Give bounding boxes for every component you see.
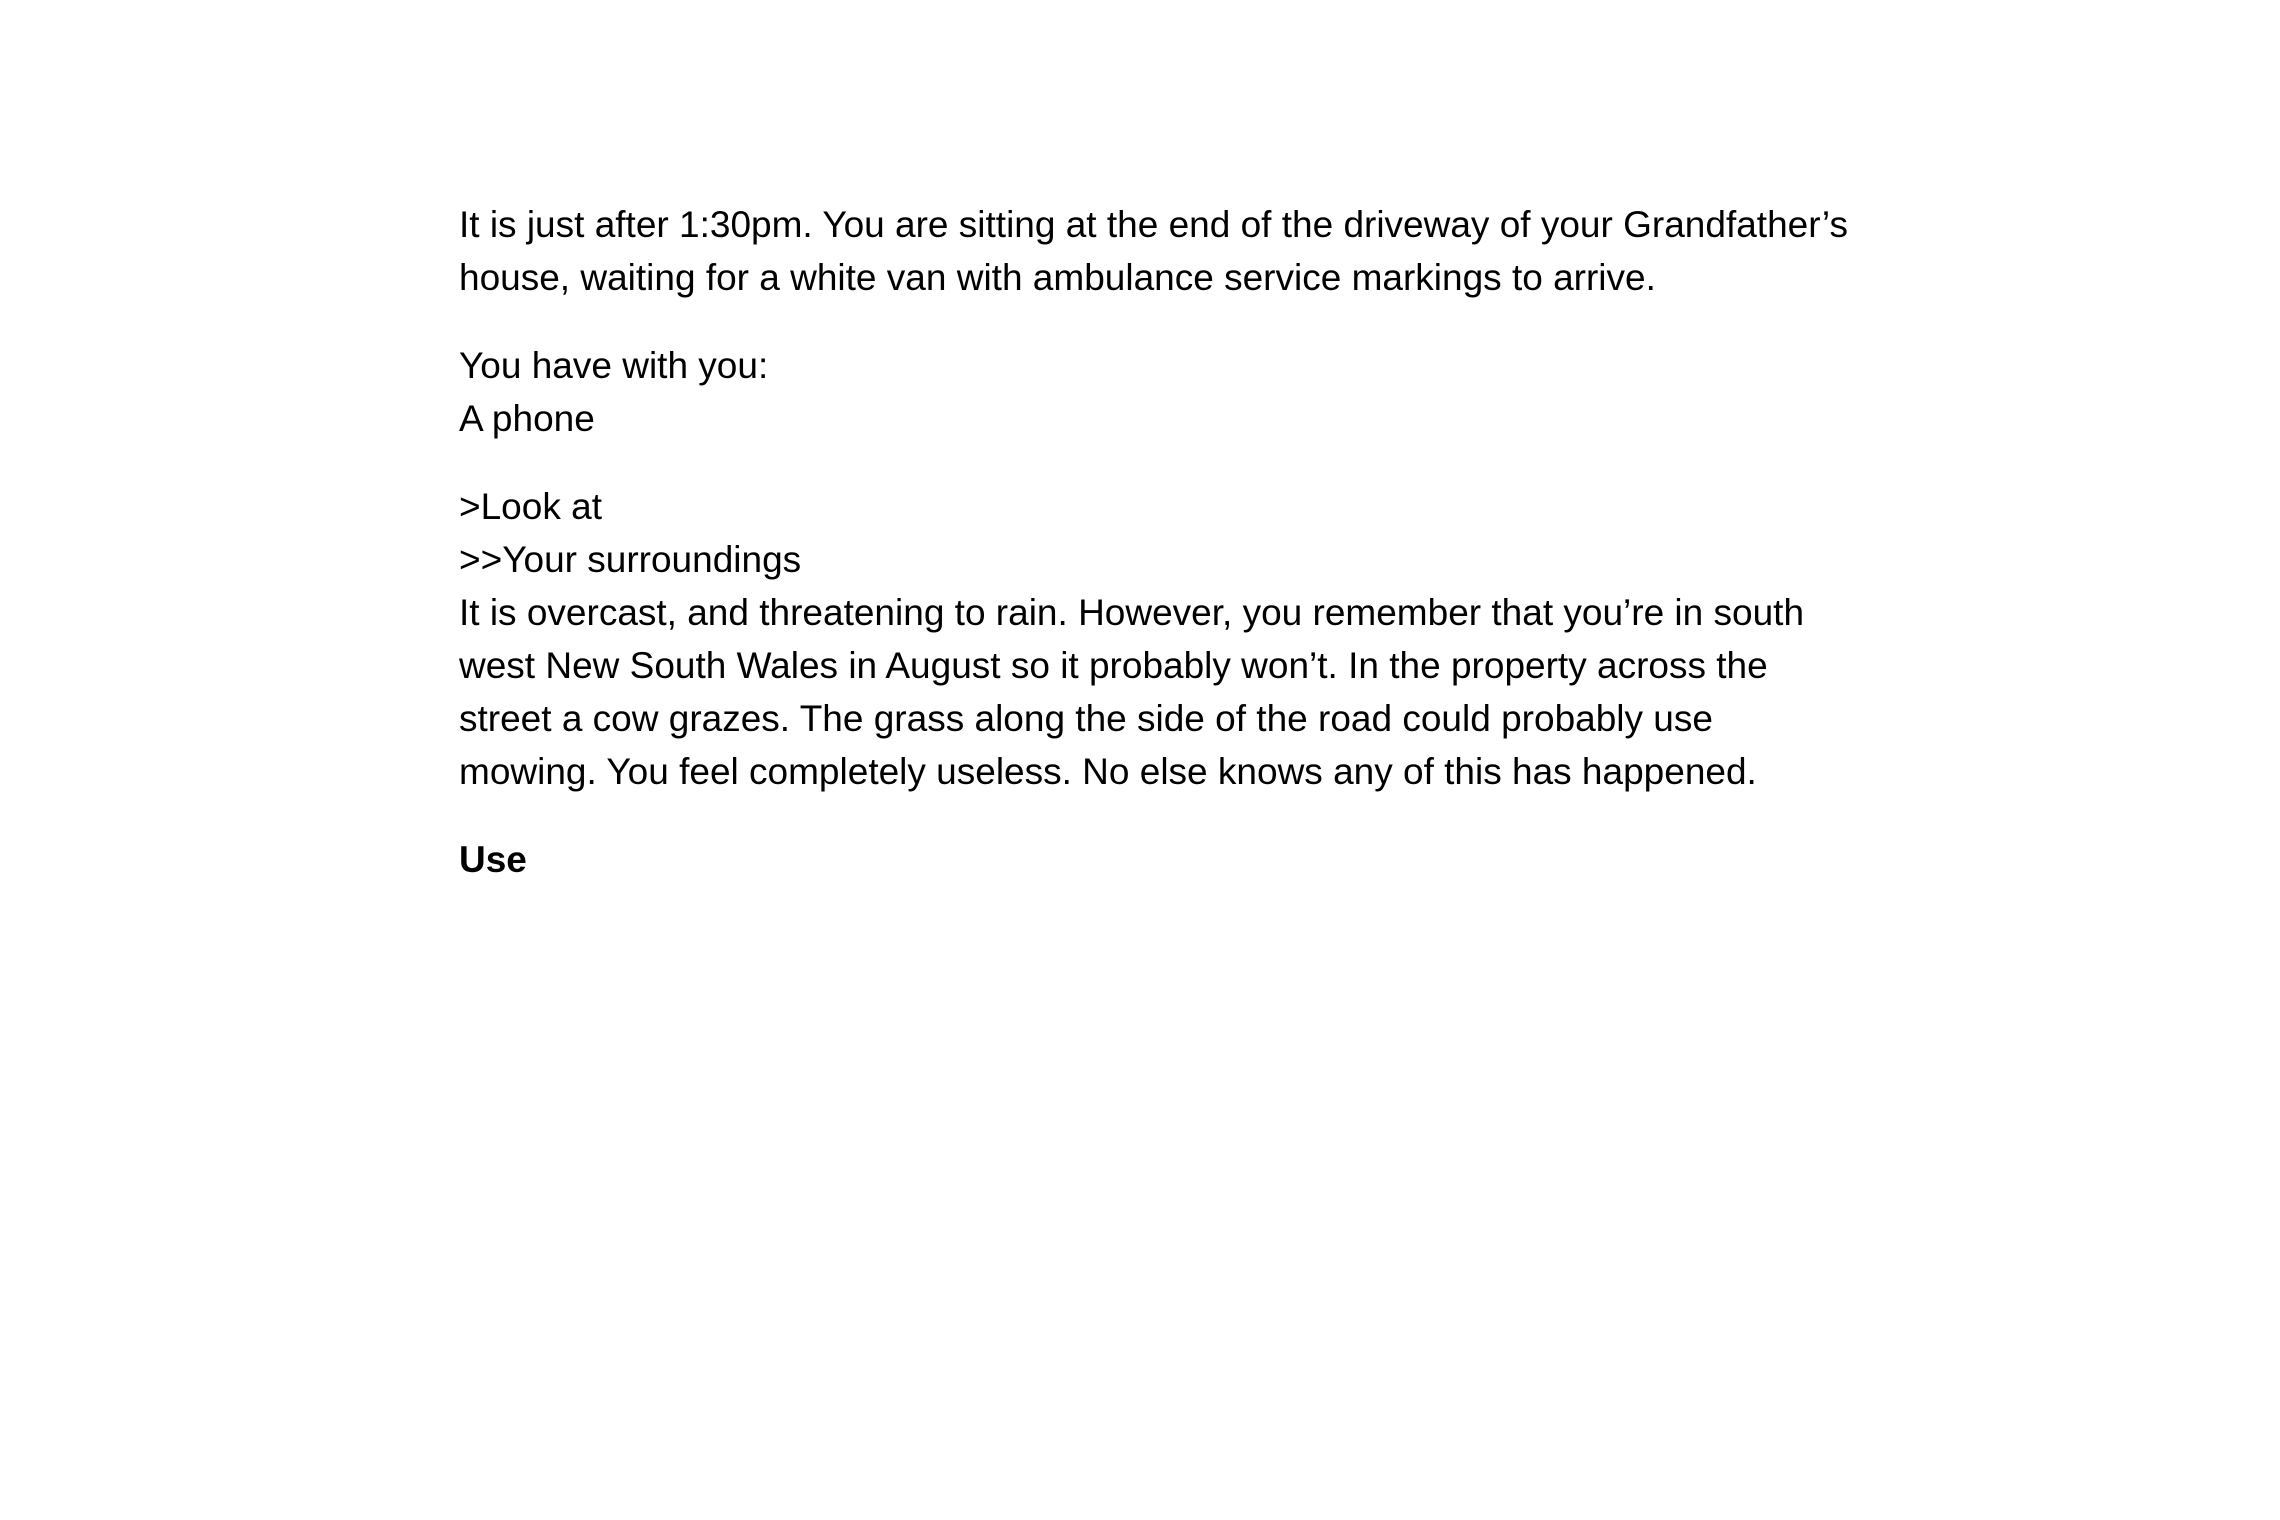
intro-paragraph — [459, 198, 1859, 304]
look-at-surroundings-option[interactable]: >>Your surroundings — [459, 539, 802, 580]
story-text-area — [459, 198, 1859, 921]
intro-line: house, waiting for a white van with ambulance service markings to arrive. — [459, 257, 1656, 298]
intro-line: It is just after 1:30pm. You are sitting at the end of the driveway of your Grandfather’s — [459, 204, 1848, 245]
result-line: street a cow grazes. The grass along the side of the road could probably use — [459, 698, 1713, 739]
result-line: west New South Wales in August so it probably won’t. In the property across the — [459, 645, 1768, 686]
look-at-verb[interactable]: >Look at — [459, 486, 602, 527]
inventory-heading: You have with you: — [459, 345, 769, 386]
result-line: mowing. You feel completely useless. No else knows any of this has happened. — [459, 751, 1757, 792]
inventory-item-phone[interactable]: A phone — [459, 398, 595, 439]
inventory-block — [459, 339, 1859, 445]
result-line: It is overcast, and threatening to rain. However, you remember that you’re in south — [459, 592, 1805, 633]
action-block — [459, 480, 1859, 798]
use-command-link[interactable]: Use — [459, 839, 527, 880]
menu-block — [459, 833, 1859, 886]
